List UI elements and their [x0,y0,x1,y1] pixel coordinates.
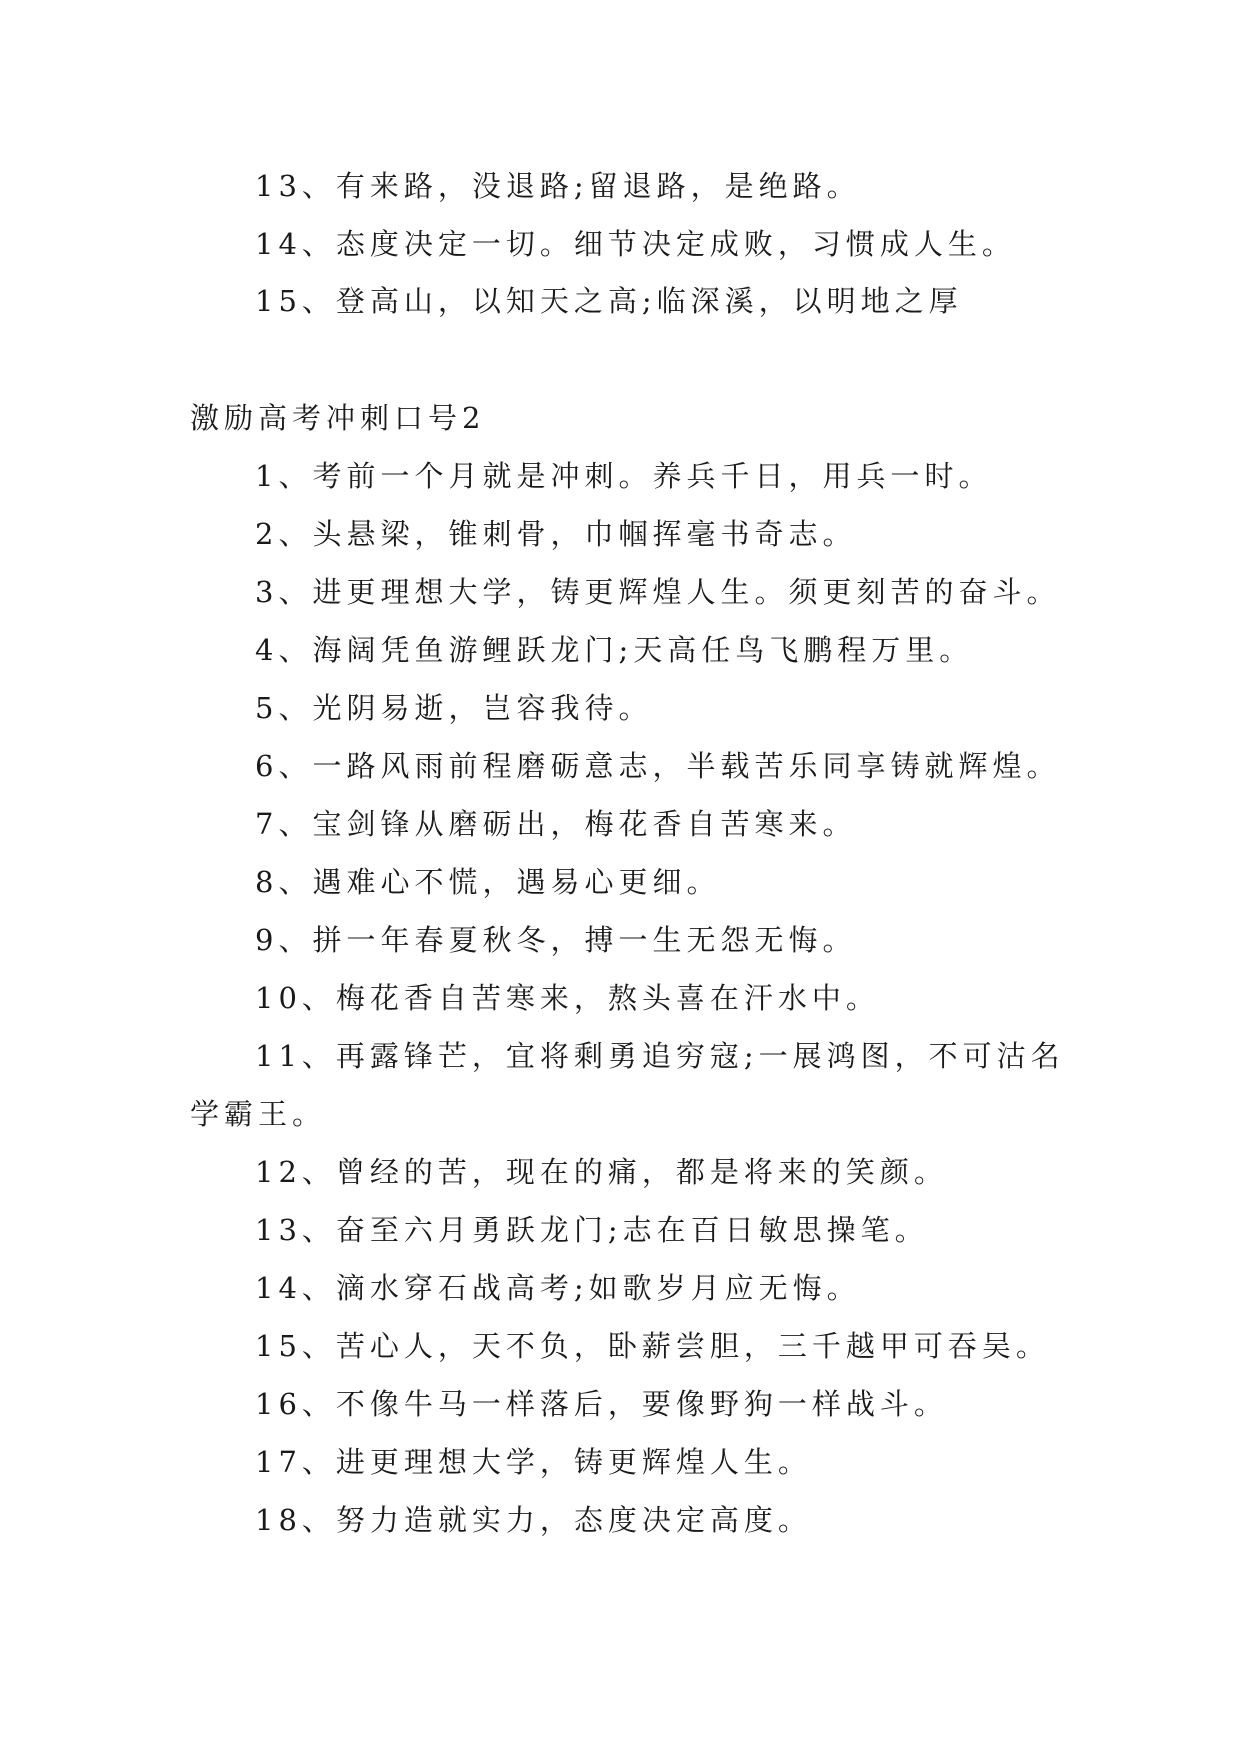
list-item: 15、登高山，以知天之高;临深溪，以明地之厚 [255,284,963,318]
list-item: 9、拼一年春夏秋冬，搏一生无怨无悔。 [255,923,857,957]
list-item: 14、滴水穿石战高考;如歌岁月应无悔。 [255,1271,861,1305]
list-item: 8、遇难心不慌，遇易心更细。 [255,865,721,899]
section-heading: 激励高考冲刺口号2 [190,401,486,435]
list-item: 17、进更理想大学，铸更辉煌人生。 [255,1445,812,1479]
list-item: 10、梅花香自苦寒来，熬头喜在汗水中。 [255,981,880,1015]
list-item: 3、进更理想大学，铸更辉煌人生。须更刻苦的奋斗。 [255,575,1061,609]
list-item: 18、努力造就实力，态度决定高度。 [255,1503,812,1537]
list-item: 4、海阔凭鱼游鲤跃龙门;天高任鸟飞鹏程万里。 [255,633,974,667]
list-item: 2、头悬梁，锥刺骨，巾帼挥毫书奇志。 [255,517,857,551]
list-item: 1、考前一个月就是冲刺。养兵千日，用兵一时。 [255,459,993,493]
list-item: 16、不像牛马一样落后，要像野狗一样战斗。 [255,1387,948,1421]
list-item: 12、曾经的苦，现在的痛，都是将来的笑颜。 [255,1155,948,1189]
list-item: 6、一路风雨前程磨砺意志，半载苦乐同享铸就辉煌。 [255,749,1061,783]
list-item: 15、苦心人，天不负，卧薪尝胆，三千越甲可吞吴。 [255,1329,1050,1363]
list-item: 7、宝剑锋从磨砺出，梅花香自苦寒来。 [255,807,857,841]
list-item: 11、再露锋芒，宜将剩勇追穷寇;一展鸿图，不可沽名 [255,1039,1065,1073]
list-item: 13、有来路，没退路;留退路，是绝路。 [255,169,861,203]
list-item: 5、光阴易逝，岂容我待。 [255,691,653,725]
list-item: 14、态度决定一切。细节决定成败，习惯成人生。 [255,227,1016,261]
list-item-continuation: 学霸王。 [190,1097,327,1131]
list-item: 13、奋至六月勇跃龙门;志在百日敏思操笔。 [255,1213,929,1247]
